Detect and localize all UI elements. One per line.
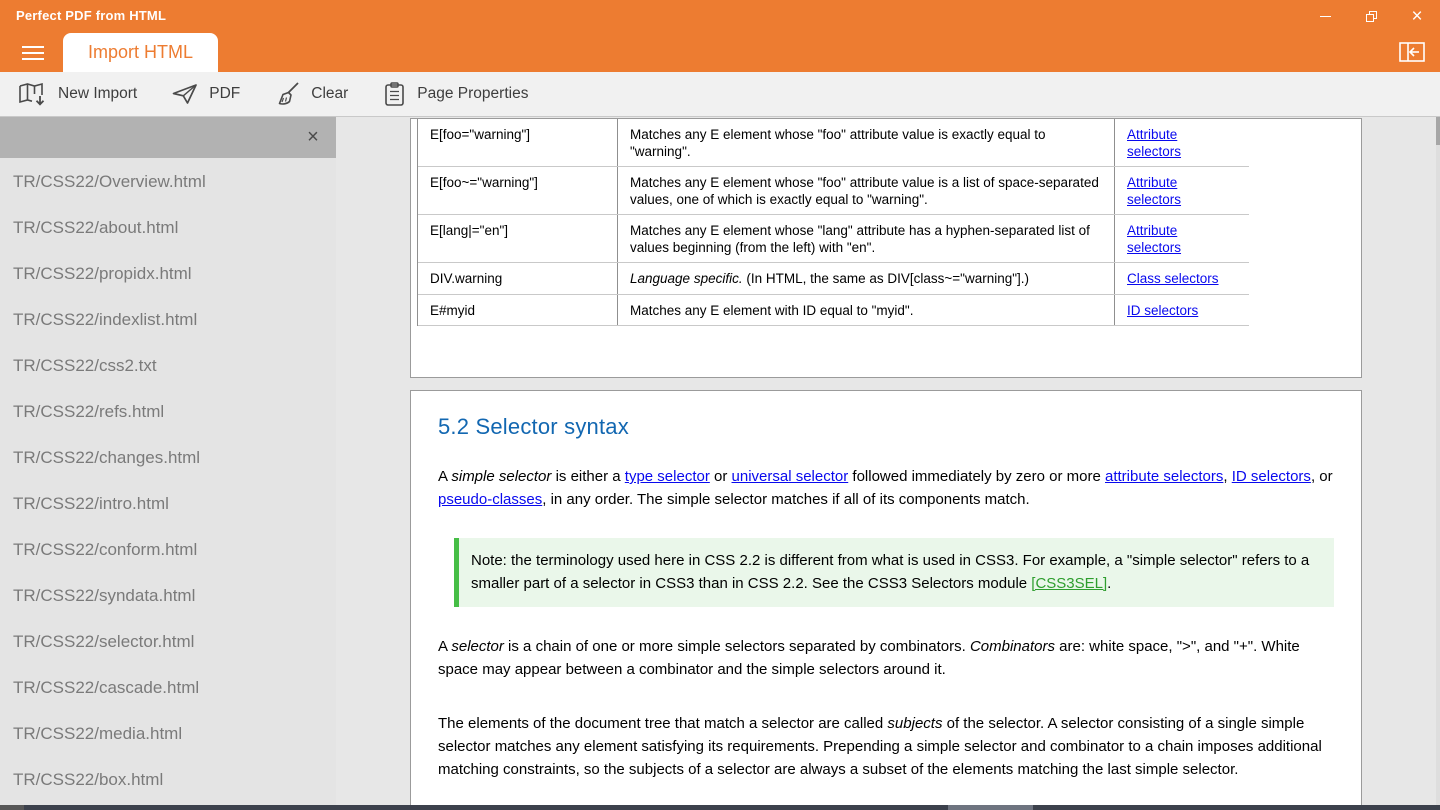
- meaning-cell: Matches any E element whose "foo" attribute value is exactly equal to "warning".: [618, 119, 1115, 166]
- close-panel-icon: ×: [307, 126, 319, 148]
- meaning-cell: Language specific. (In HTML, the same as DIV[class~="warning"].): [618, 263, 1115, 294]
- close-button[interactable]: [1394, 0, 1440, 32]
- pattern-cell: E[foo="warning"]: [418, 119, 618, 166]
- table-row: [418, 167, 1249, 215]
- hamburger-icon: [22, 46, 44, 48]
- side-panel-toggle-button[interactable]: [1397, 40, 1427, 64]
- file-list-item[interactable]: TR/CSS22/Overview.html: [13, 172, 206, 191]
- pattern-cell: DIV.warning: [418, 263, 618, 294]
- attribute-selectors-link[interactable]: Attribute selectors: [1127, 175, 1182, 207]
- described-in-cell: [1115, 119, 1243, 166]
- class-selectors-link[interactable]: Class selectors: [1127, 271, 1219, 286]
- file-list-item[interactable]: TR/CSS22/indexlist.html: [13, 310, 198, 329]
- new-import-label: New Import: [58, 85, 138, 102]
- restore-icon: [1366, 11, 1377, 22]
- file-list-item[interactable]: TR/CSS22/syndata.html: [13, 586, 196, 605]
- file-list-item[interactable]: TR/CSS22/changes.html: [13, 448, 201, 467]
- file-list-item[interactable]: TR/CSS22/refs.html: [13, 402, 165, 421]
- window-controls: [1302, 0, 1440, 32]
- file-list-item[interactable]: TR/CSS22/box.html: [13, 770, 164, 789]
- toolbar: [0, 72, 1440, 117]
- tab-import-html[interactable]: [63, 33, 218, 72]
- vertical-scrollbar[interactable]: [1436, 117, 1440, 805]
- page-properties-label: Page Properties: [417, 85, 529, 102]
- file-list-item[interactable]: TR/CSS22/intro.html: [13, 494, 169, 513]
- paragraph: A selector is a chain of one or more simple selectors separated by combinators. Combinators are: white space, ">", and "+". White space may appear between a combinator and the simple selectors around it.: [438, 638, 1300, 678]
- tab-label: Import HTML: [87, 42, 193, 62]
- paragraph: The elements of the document tree that match a selector are called subjects of the selector. A selector consisting of a single simple selector matches any element satisfying its requirements. Prepending a simple selector and combinator to a chain imposes additional matching constraints, so the subjects of a selector are always a subset of the elements matching the last simple selector.: [438, 715, 1322, 778]
- horizontal-scrollbar[interactable]: [0, 805, 1440, 810]
- document-page-1: [410, 118, 1362, 378]
- title-bar: [0, 0, 1440, 32]
- id-selectors-link[interactable]: ID selectors: [1127, 302, 1199, 318]
- clear-button[interactable]: [274, 81, 348, 107]
- pattern-cell: E[foo~="warning"]: [418, 167, 618, 214]
- close-icon: ×: [1411, 5, 1423, 27]
- menu-button[interactable]: [16, 40, 50, 66]
- table-row: [418, 263, 1249, 295]
- table-row: [418, 119, 1249, 167]
- section-heading: 5.2 Selector syntax: [438, 414, 629, 439]
- horizontal-scrollbar-thumb[interactable]: [948, 805, 1033, 810]
- file-list-item[interactable]: TR/CSS22/cascade.html: [13, 678, 200, 697]
- paragraph: A simple selector is either a type selector or universal selector followed immediately by zero or more attribute selectors, ID selectors, or pseudo-classes, in any order. The simple selector matches if all of its components match.: [438, 468, 1333, 508]
- meaning-cell: Matches any E element whose "foo" attribute value is a list of space-separated values, one of which is exactly equal to "warning".: [618, 167, 1115, 214]
- pattern-cell: E[lang|="en"]: [418, 215, 618, 262]
- imported-file-list: [0, 158, 336, 803]
- table-row: [418, 295, 1249, 327]
- file-list-item[interactable]: TR/CSS22/conform.html: [13, 540, 198, 559]
- map-download-icon: [18, 81, 48, 107]
- pdf-label: PDF: [209, 85, 241, 102]
- broom-icon: [274, 81, 301, 107]
- main-area: [0, 117, 1440, 805]
- preview-area: [336, 117, 1440, 805]
- new-import-button[interactable]: [18, 81, 137, 107]
- document-body: [411, 415, 1361, 781]
- file-list-item[interactable]: TR/CSS22/propidx.html: [13, 264, 192, 283]
- file-list-item[interactable]: TR/CSS22/css2.txt: [13, 356, 157, 375]
- file-list-item[interactable]: TR/CSS22/media.html: [13, 724, 183, 743]
- close-panel-button[interactable]: [296, 117, 330, 158]
- tab-bar: [0, 32, 1440, 72]
- universal-selector-link[interactable]: universal selector: [731, 468, 849, 485]
- document-page-2: [410, 390, 1362, 805]
- vertical-scrollbar-thumb[interactable]: [1436, 117, 1440, 145]
- note-box: Note: the terminology used here in CSS 2.2 is different from what is used in CSS3. For example, a "simple selector" refers to a smaller part of a selector in CSS3 than in CSS 2.2. See the CSS3 Selectors module [CSS3SEL].: [454, 538, 1334, 607]
- clear-label: Clear: [311, 85, 349, 102]
- attribute-selectors-link[interactable]: attribute selectors: [1105, 468, 1224, 485]
- described-in-cell: [1115, 295, 1243, 326]
- attribute-selectors-link[interactable]: Attribute selectors: [1127, 127, 1182, 159]
- side-panel-icon: [1399, 42, 1425, 62]
- described-in-cell: [1115, 263, 1243, 294]
- import-list-panel: [0, 117, 336, 805]
- window-title: Perfect PDF from HTML: [16, 8, 167, 23]
- selector-table: [417, 119, 1249, 326]
- import-list-header: [0, 117, 336, 158]
- minimize-button[interactable]: [1302, 0, 1348, 32]
- minimize-icon: [1320, 16, 1331, 17]
- described-in-cell: [1115, 215, 1243, 262]
- css3sel-link[interactable]: [CSS3SEL]: [1031, 575, 1108, 592]
- described-in-cell: [1115, 167, 1243, 214]
- file-list-item[interactable]: TR/CSS22/about.html: [13, 218, 179, 237]
- pattern-cell: E#myid: [418, 295, 618, 326]
- table-row: [418, 215, 1249, 263]
- type-selector-link[interactable]: type selector: [624, 468, 710, 485]
- pseudo-classes-link[interactable]: pseudo-classes: [438, 491, 543, 508]
- clipboard-icon: [382, 81, 407, 107]
- pdf-button[interactable]: [171, 82, 240, 106]
- meaning-cell: Matches any E element whose "lang" attribute has a hyphen-separated list of values beginning (from the left) with "en".: [618, 215, 1115, 262]
- paper-plane-icon: [171, 82, 199, 106]
- attribute-selectors-link[interactable]: Attribute selectors: [1127, 223, 1182, 255]
- page-properties-button[interactable]: [382, 81, 528, 107]
- restore-button[interactable]: [1348, 0, 1394, 32]
- id-selectors-link[interactable]: ID selectors: [1231, 468, 1311, 485]
- file-list-item[interactable]: TR/CSS22/selector.html: [13, 632, 195, 651]
- meaning-cell: Matches any E element with ID equal to "myid".: [618, 295, 1115, 326]
